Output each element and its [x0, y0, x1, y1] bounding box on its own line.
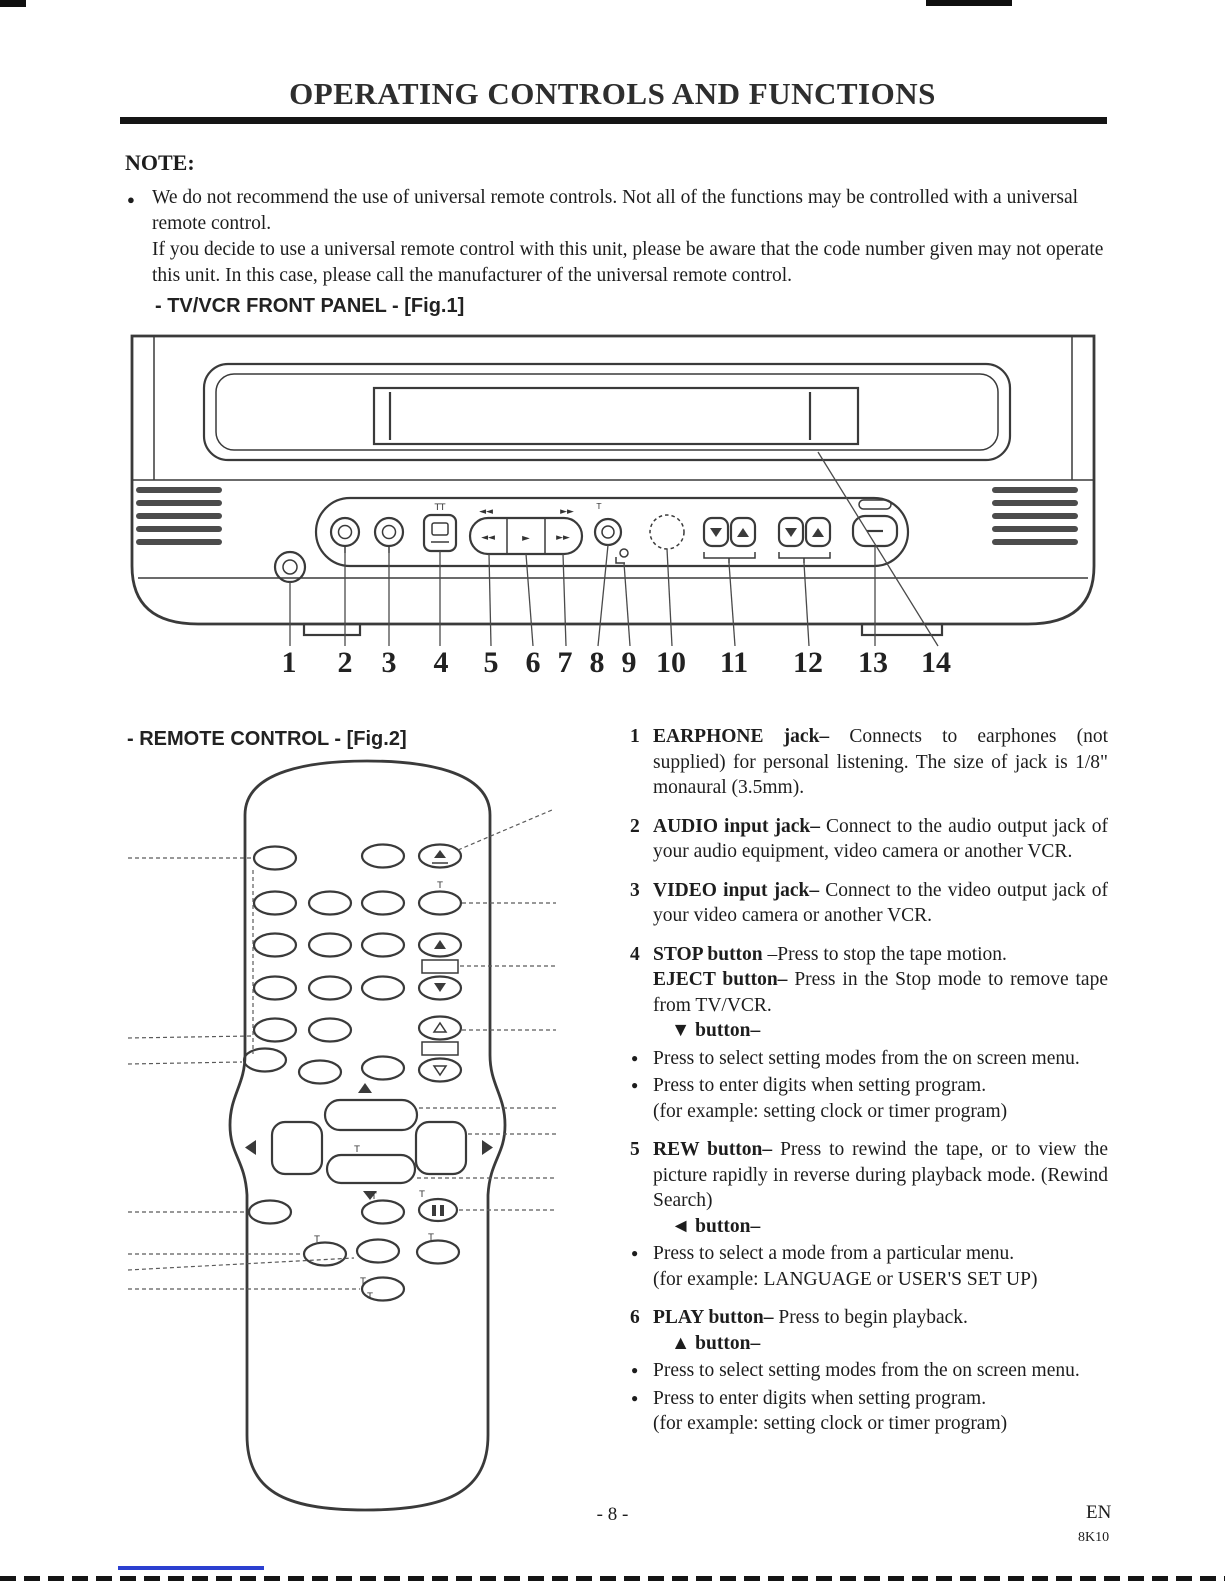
video-input-jack [375, 518, 403, 553]
item-number: 3 [630, 879, 640, 901]
bullet-item: ● Press to select a mode from a particular menu. (for example: LANGUAGE or USER'S SET UP) [630, 1241, 1108, 1292]
item-text: PLAY button– Press to begin playback. [653, 1307, 968, 1328]
list-item [630, 1137, 1108, 1239]
power-button [853, 500, 897, 546]
item-number: 2 [630, 815, 640, 837]
callout-number: 2 [337, 646, 353, 679]
svg-text:T: T [596, 502, 602, 511]
channel-buttons [704, 518, 755, 563]
svg-text:T: T [360, 1277, 366, 1287]
bullet-item: ● Press to select setting modes from the on screen menu. [630, 1358, 1108, 1384]
svg-text:◄◄: ◄◄ [481, 533, 495, 543]
svg-text:T: T [354, 1145, 360, 1155]
scan-artifact [0, 1576, 1225, 1581]
callout-number: 14 [921, 646, 951, 679]
rec-indicator [616, 549, 628, 563]
fig1-heading: - TV/VCR FRONT PANEL - [Fig.1] [155, 295, 465, 317]
cassette-door [204, 364, 1010, 460]
fig2-heading: - REMOTE CONTROL - [Fig.2] [127, 728, 407, 750]
svg-text:T: T [371, 1192, 377, 1202]
callout-number: 6 [525, 646, 541, 679]
list-item [630, 1305, 1108, 1356]
svg-text:T: T [437, 881, 443, 891]
volume-buttons [779, 518, 830, 563]
item-number: 4 [630, 943, 640, 965]
callout-number: 9 [621, 646, 637, 679]
item-number: 1 [630, 726, 640, 747]
list-item [630, 878, 1108, 929]
speaker-grille-right [992, 487, 1078, 545]
av-jack [595, 519, 621, 545]
page-title: OPERATING CONTROLS AND FUNCTIONS [289, 76, 936, 111]
list-item [630, 942, 1108, 1044]
callout-number: 4 [433, 646, 449, 679]
svg-text:T: T [367, 1292, 373, 1302]
note-paragraph: If you decide to use a universal remote control with this unit, please be aware that the code number given may not operate this unit. In this case, please call the manufacturer of the universal remote control. [152, 239, 1104, 286]
scan-artifact [118, 1566, 264, 1570]
list-item [630, 814, 1108, 865]
svg-text:T: T [419, 1190, 425, 1200]
item-number: 5 [630, 1139, 640, 1160]
fig2-illustration [120, 748, 560, 1538]
remote-dpad [245, 1083, 493, 1200]
item-text: STOP button –Press to stop the tape motion. [653, 943, 1007, 965]
svg-text:T: T [314, 1235, 320, 1245]
tv-cabinet [132, 336, 1094, 635]
footer-language: EN [1086, 1502, 1112, 1523]
scan-artifact [0, 0, 26, 7]
callout-number: 10 [656, 646, 686, 679]
svg-text:T: T [428, 1233, 434, 1243]
remote-lower-buttons [249, 1190, 459, 1302]
callout-number: 8 [589, 646, 605, 679]
item-number: 6 [630, 1307, 640, 1328]
functions-list [630, 724, 1108, 1437]
item-text: VIDEO input jack– Connect to the video output jack of your video camera or another VCR. [653, 879, 1108, 926]
svg-text:◄◄: ◄◄ [479, 507, 493, 517]
callout-number: 5 [483, 646, 499, 679]
bullet-item: ● Press to select setting modes from the on screen menu. [630, 1046, 1108, 1072]
svg-text:►►: ►► [560, 507, 574, 517]
scan-artifact [926, 0, 1012, 6]
item-text: EJECT button– Press in the Stop mode to remove tape from TV/VCR. [653, 969, 1108, 1016]
callout-number: 13 [858, 646, 888, 679]
bullet-item: ● Press to enter digits when setting program. (for example: setting clock or timer program) [630, 1073, 1108, 1124]
transport-rocker [470, 502, 602, 554]
footer-code: 8K10 [1078, 1530, 1110, 1545]
svg-text:►►: ►► [556, 533, 570, 543]
note-body [125, 185, 1107, 289]
callout-number: 7 [557, 646, 573, 679]
remote-sensor [650, 515, 684, 549]
svg-text:TT: TT [434, 503, 446, 513]
callout-number: 3 [381, 646, 397, 679]
speaker-grille-left [136, 487, 222, 545]
callout-number: 1 [281, 646, 297, 679]
bullet-item: ● Press to enter digits when setting program. (for example: setting clock or timer program) [630, 1386, 1108, 1437]
stop-eject-button [424, 503, 456, 551]
callout-number: 11 [719, 646, 749, 679]
remote-keypad [244, 845, 461, 1084]
item-subheading: ▲ button– [671, 1332, 761, 1354]
leader-lines [128, 810, 556, 1289]
note-paragraph: ● We do not recommend the use of universal remote controls. Not all of the functions may be controlled with a universal remote control. [152, 187, 1079, 234]
note-heading: NOTE: [125, 150, 195, 175]
fig1-illustration [118, 330, 1108, 648]
callout-number: 12 [793, 646, 823, 679]
item-subheading: ▼ button– [671, 1020, 761, 1041]
svg-text:►: ► [522, 533, 530, 544]
page-number: - 8 - [596, 1504, 629, 1525]
audio-input-jack [331, 518, 359, 553]
title-underline [120, 117, 1107, 124]
item-subheading: ◄ button– [671, 1215, 761, 1237]
item-text: REW button– Press to rewind the tape, or to view the picture rapidly in reverse during playback mode. (Rewind Search) [653, 1139, 1109, 1211]
callout-lines [290, 452, 938, 646]
note-section [125, 150, 1107, 289]
item-text: EARPHONE jack– Connects to earphones (not supplied) for personal listening. The size of jack is 1/8" monaural (3.5mm). [653, 726, 1109, 798]
list-item [630, 724, 1108, 801]
item-text: AUDIO input jack– Connect to the audio output jack of your audio equipment, video camera or another VCR. [653, 815, 1109, 862]
